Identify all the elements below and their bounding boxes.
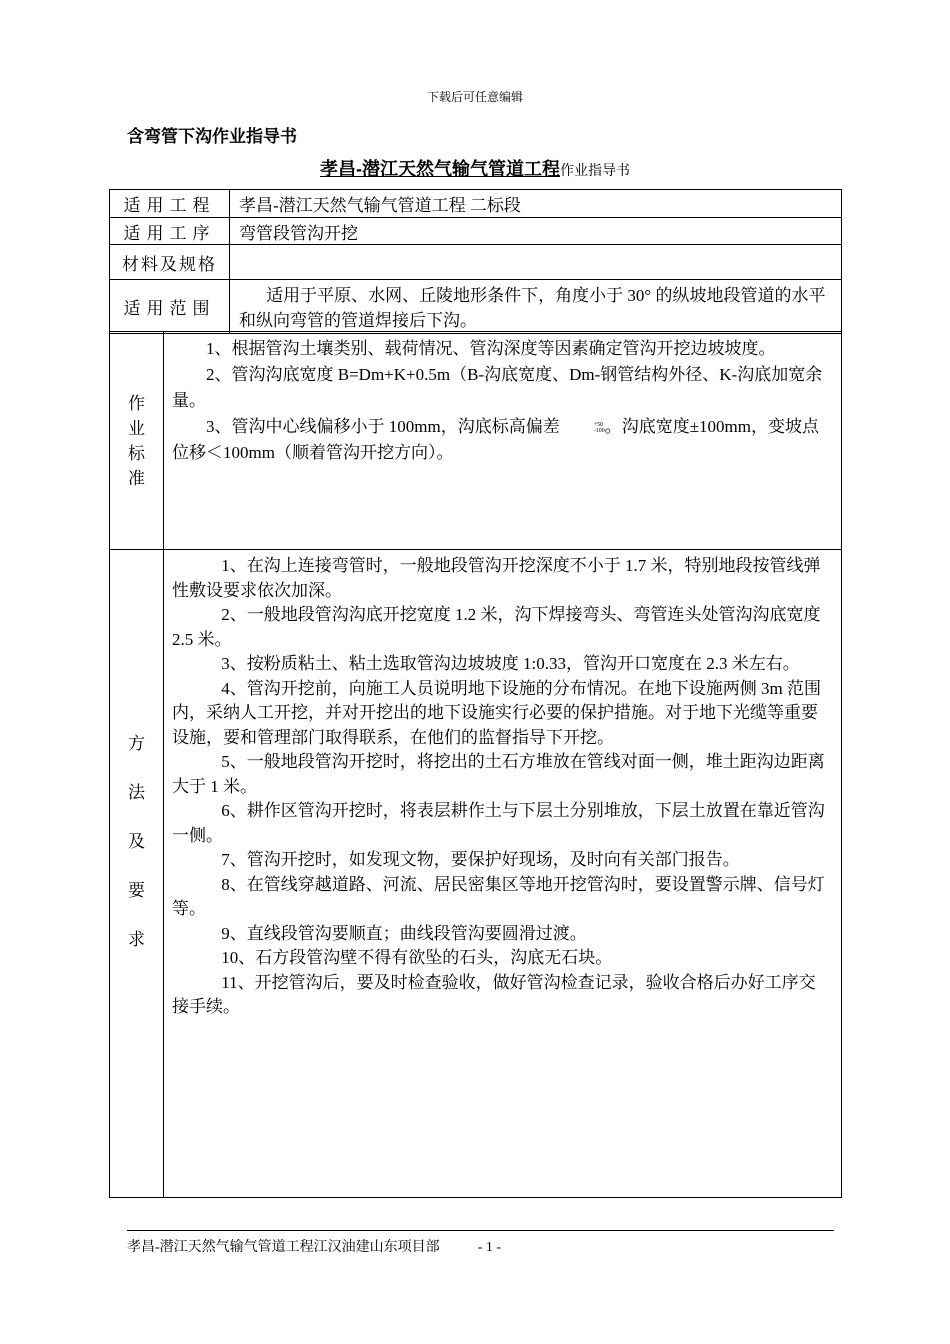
project-title-bold: 孝昌-潜江天然气输气管道工程 <box>320 159 560 179</box>
value-applicable-process: 弯管段管沟开挖 <box>230 218 842 245</box>
document-title: 含弯管下沟作业指导书 <box>127 127 297 146</box>
method-item: 9、直线段管沟要顺直；曲线段管沟要圆滑过渡。 <box>221 923 587 943</box>
tolerance-top: +50 <box>593 422 604 429</box>
label-applicable-process: 适用工序 <box>110 218 230 245</box>
method-item: 8、在管线穿越道路、河流、居民密集区等地开挖管沟时，要设置警示牌、信号灯等。 <box>172 874 825 918</box>
standards-methods-table <box>109 331 842 1198</box>
standards-label-char: 标 <box>128 443 145 463</box>
value-scope <box>230 280 842 334</box>
elevation-tolerance <box>560 422 605 434</box>
value-applicable-project: 孝昌-潜江天然气输气管道工程 二标段 <box>230 190 842 218</box>
method-item: 5、一般地段管沟开挖时，将挖出的土石方堆放在管线对面一侧，堆土距沟边距离大于 1 米。 <box>172 752 825 796</box>
method-item: 10、石方段管沟壁不得有欲坠的石头，沟底无石块。 <box>221 948 613 967</box>
method-item: 11、开挖管沟后，要及时检查验收，做好管沟检查记录，验收合格后办好工序交接手续。 <box>172 972 816 1016</box>
page-number: - 1 - <box>477 1240 501 1255</box>
method-item: 1、在沟上连接弯管时，一般地段管沟开挖深度不小于 1.7 米，特别地段按管线弹性敷设要求依次加深。 <box>172 556 821 600</box>
row-applicable-project <box>110 190 842 218</box>
label-methods <box>110 550 164 1198</box>
standards-label-char: 作 <box>128 393 145 413</box>
instruction-table <box>109 189 842 334</box>
methods-label-chars <box>110 719 163 964</box>
label-applicable-project: 适用工程 <box>110 190 230 218</box>
method-item: 4、管沟开挖前，向施工人员说明地下设施的分布情况。在地下设施两侧 3m 范围内，采纳人工开挖，并对开挖出的地下设施实行必要的保护措施。对于地下光缆等重要设施，要和管理部门取得联系，在他们的监督指导下开挖。 <box>172 678 822 747</box>
standards-label-char: 业 <box>128 418 145 438</box>
methods-label-char: 及 <box>128 832 145 851</box>
standard-item: 1、根据管沟土壤类别、载荷情况、管沟深度等因素确定管沟开挖边坡坡度。 <box>206 339 776 358</box>
method-item: 2、一般地段管沟沟底开挖宽度 1.2 米，沟下焊接弯头、弯管连头处管沟沟底宽度 2.5 米。 <box>172 605 821 649</box>
page-footer <box>127 1236 501 1256</box>
footer-org: 孝昌-潜江天然气输气管道工程江汉油建山东项目部 <box>127 1240 440 1255</box>
scope-text: 适用于平原、水网、丘陵地形条件下，角度小于 30° 的纵坡地段管道的水平和纵向弯管的管道焊接后下沟。 <box>239 286 826 330</box>
project-title-suffix: 作业指导书 <box>560 164 630 179</box>
project-title <box>0 155 950 181</box>
value-materials <box>230 245 842 280</box>
row-scope <box>110 280 842 334</box>
label-standards <box>110 332 164 550</box>
standard-item <box>172 414 831 466</box>
tolerance-bottom: -100 <box>593 428 605 435</box>
row-applicable-process <box>110 218 842 245</box>
row-standards <box>110 332 842 550</box>
methods-label-char: 要 <box>128 881 145 900</box>
standard-item-part: 3、管沟中心线偏移小于 100mm，沟底标高偏差 <box>206 417 560 436</box>
standard-item: 2、管沟沟底宽度 B=Dm+K+0.5m（B-沟底宽度、Dm-钢管结构外径、K-沟底加宽余量。 <box>172 365 823 410</box>
standards-label-chars <box>110 391 163 491</box>
method-item: 7、管沟开挖时，如发现文物，要保护好现场，及时向有关部门报告。 <box>221 850 740 869</box>
footer-divider <box>127 1230 834 1231</box>
method-item: 3、按粉质粘土、粘土选取管沟边坡坡度 1:0.33，管沟开口宽度在 2.3 米左右。 <box>221 654 800 673</box>
methods-label-char: 求 <box>128 930 145 949</box>
row-materials <box>110 245 842 280</box>
header-note: 下载后可任意编辑 <box>426 90 523 104</box>
standards-content <box>164 332 842 550</box>
method-item: 6、耕作区管沟开挖时，将表层耕作土与下层土分别堆放，下层土放置在靠近管沟一侧。 <box>172 801 825 845</box>
label-scope: 适用范围 <box>110 280 230 334</box>
row-methods <box>110 550 842 1198</box>
label-materials: 材料及规格 <box>110 245 230 280</box>
standard-item-part: 。沟底宽度±100mm，变坡点位移＜100mm（顺着管沟开挖方向）。 <box>172 417 819 462</box>
methods-content <box>164 550 842 1198</box>
standards-label-char: 准 <box>128 468 145 488</box>
methods-label-char: 法 <box>128 783 145 802</box>
methods-label-char: 方 <box>128 734 145 753</box>
